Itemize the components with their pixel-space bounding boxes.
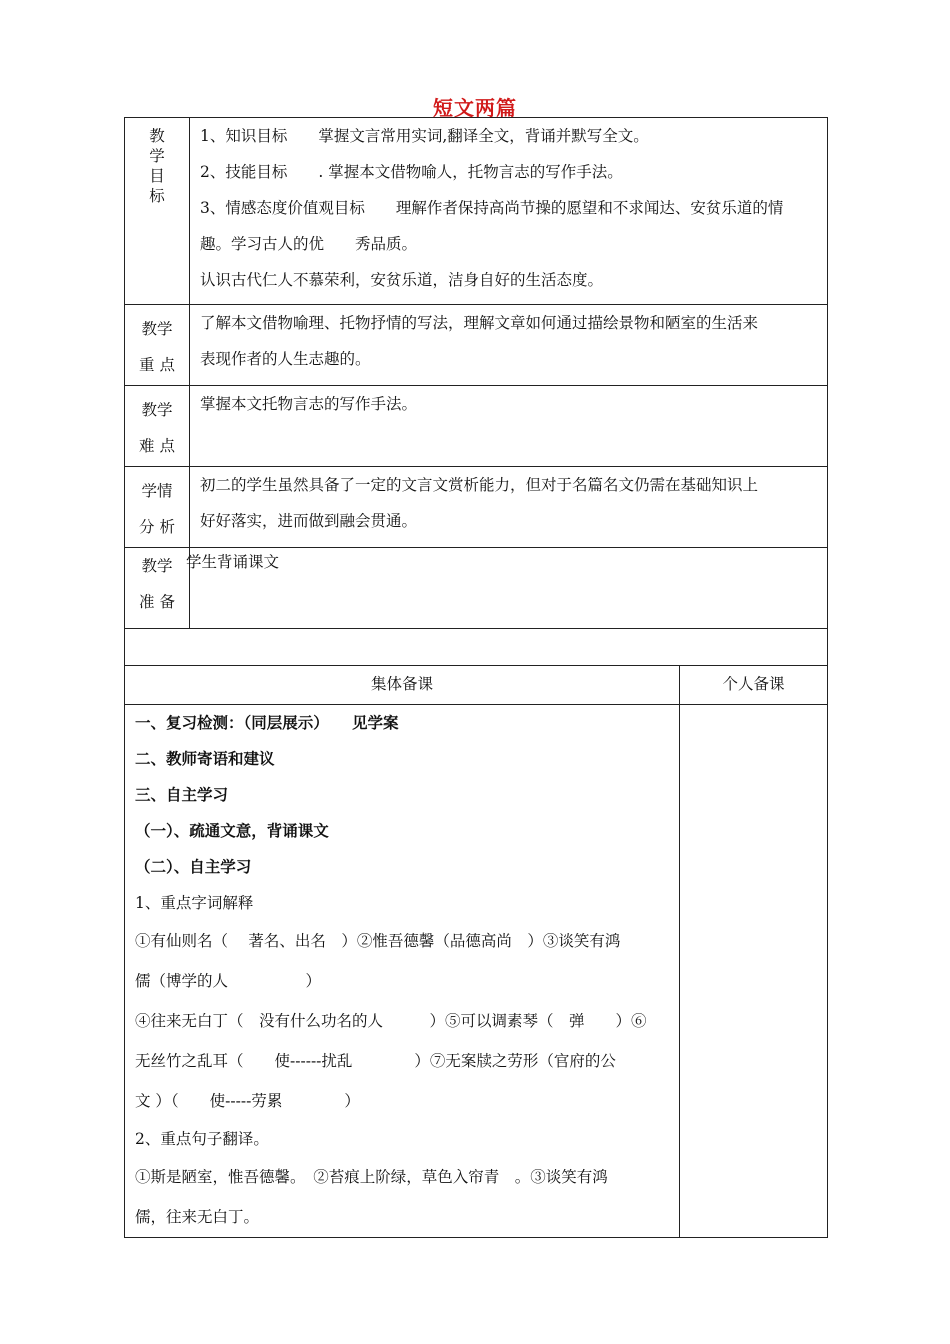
analysis-label [125, 467, 190, 548]
analysis-row [125, 467, 828, 548]
difficulty-line: 掌握本文托物言志的写作手法。 [200, 395, 418, 413]
vocab-line: 无丝竹之乱耳（ 使------扰乱 ）⑦无案牍之劳形（官府的公 [135, 1052, 616, 1070]
vocab-line: 文 ）（ 使-----劳累 ） [135, 1092, 360, 1110]
objectives-row [125, 118, 828, 305]
key-point-line: 了解本文借物喻理、托物抒情的写法，理解文章如何通过描绘景物和陋室的生活来 [200, 314, 759, 332]
difficulties-label [125, 386, 190, 467]
label-line: 分 析 [139, 518, 175, 536]
analysis-content [190, 467, 828, 548]
preparation-row [125, 548, 828, 629]
spacer-row [125, 629, 828, 666]
objectives-label [125, 118, 190, 305]
vocab-line: 儒（博学的人 ） [135, 972, 322, 990]
difficulties-content [190, 386, 828, 467]
label-line: 难 点 [139, 437, 175, 455]
preparation-content [186, 548, 828, 629]
subsection-title: 2、重点句子翻译。 [135, 1130, 269, 1148]
header-row [125, 666, 828, 705]
difficulties-row [125, 386, 828, 467]
personal-header: 个人备课 [680, 666, 828, 705]
vocab-line: ①有仙则名（ 著名、出名 ）②惟吾德馨（品德高尚 ）③谈笑有鸿 [135, 932, 621, 950]
label-char: 标 [149, 187, 165, 205]
objectives-content [190, 118, 828, 305]
section-heading: 三、自主学习 [135, 785, 229, 804]
key-points-content [190, 305, 828, 386]
key-point-line: 表现作者的人生志趣的。 [200, 350, 371, 368]
label-line: 重 点 [139, 356, 175, 374]
label-char: 学 [149, 147, 165, 165]
label-char: 教 [149, 127, 165, 145]
body-row [125, 705, 828, 1238]
document-title: 短文两篇 [433, 96, 517, 120]
label-line: 教学 [141, 401, 173, 419]
vocab-line: ④往来无白丁（ 没有什么功名的人 ）⑤可以调素琴（ 弹 ）⑥ [135, 1012, 647, 1030]
analysis-line: 好好落实，进而做到融会贯通。 [200, 512, 418, 530]
collective-header: 集体备课 [125, 666, 680, 705]
spacer-cell [125, 629, 828, 666]
preparation-line: 学生背诵课文 [186, 553, 280, 571]
objective-line: 认识古代仁人不慕荣利，安贫乐道，洁身自好的生活态度。 [200, 271, 604, 289]
objective-line: 2、技能目标 . 掌握本文借物喻人，托物言志的写作手法。 [200, 163, 623, 181]
label-line: 教学 [141, 557, 173, 575]
personal-content [680, 705, 828, 1238]
section-heading: 二、教师寄语和建议 [135, 749, 275, 768]
label-char: 目 [149, 167, 165, 185]
objective-line: 3、情感态度价值观目标 理解作者保持高尚节操的愿望和不求闻达、安贫乐道的情 [200, 199, 784, 217]
key-points-label [125, 305, 190, 386]
section-heading: （一）、疏通文意，背诵课文 [135, 821, 329, 840]
subsection-title: 1、重点字词解释 [135, 894, 254, 912]
label-line: 准 备 [139, 593, 175, 611]
section-heading: （二）、自主学习 [135, 857, 252, 876]
objective-line: 趣。学习古人的优 秀品质。 [200, 235, 418, 253]
lesson-plan-table [124, 117, 828, 1238]
label-line: 学情 [141, 482, 173, 500]
analysis-line: 初二的学生虽然具备了一定的文言文赏析能力，但对于名篇名文仍需在基础知识上 [200, 476, 759, 494]
translation-line: ①斯是陋室，惟吾德馨。 ②苔痕上阶绿，草色入帘青 。③谈笑有鸿 [135, 1168, 608, 1186]
label-line: 教学 [141, 320, 173, 338]
collective-content [125, 705, 680, 1238]
key-points-row [125, 305, 828, 386]
section-heading: 一、复习检测：（同层展示） 见学案 [135, 713, 399, 732]
objective-line: 1、知识目标 掌握文言常用实词,翻译全文，背诵并默写全文。 [200, 127, 649, 145]
translation-line: 儒，往来无白丁。 [135, 1208, 260, 1226]
